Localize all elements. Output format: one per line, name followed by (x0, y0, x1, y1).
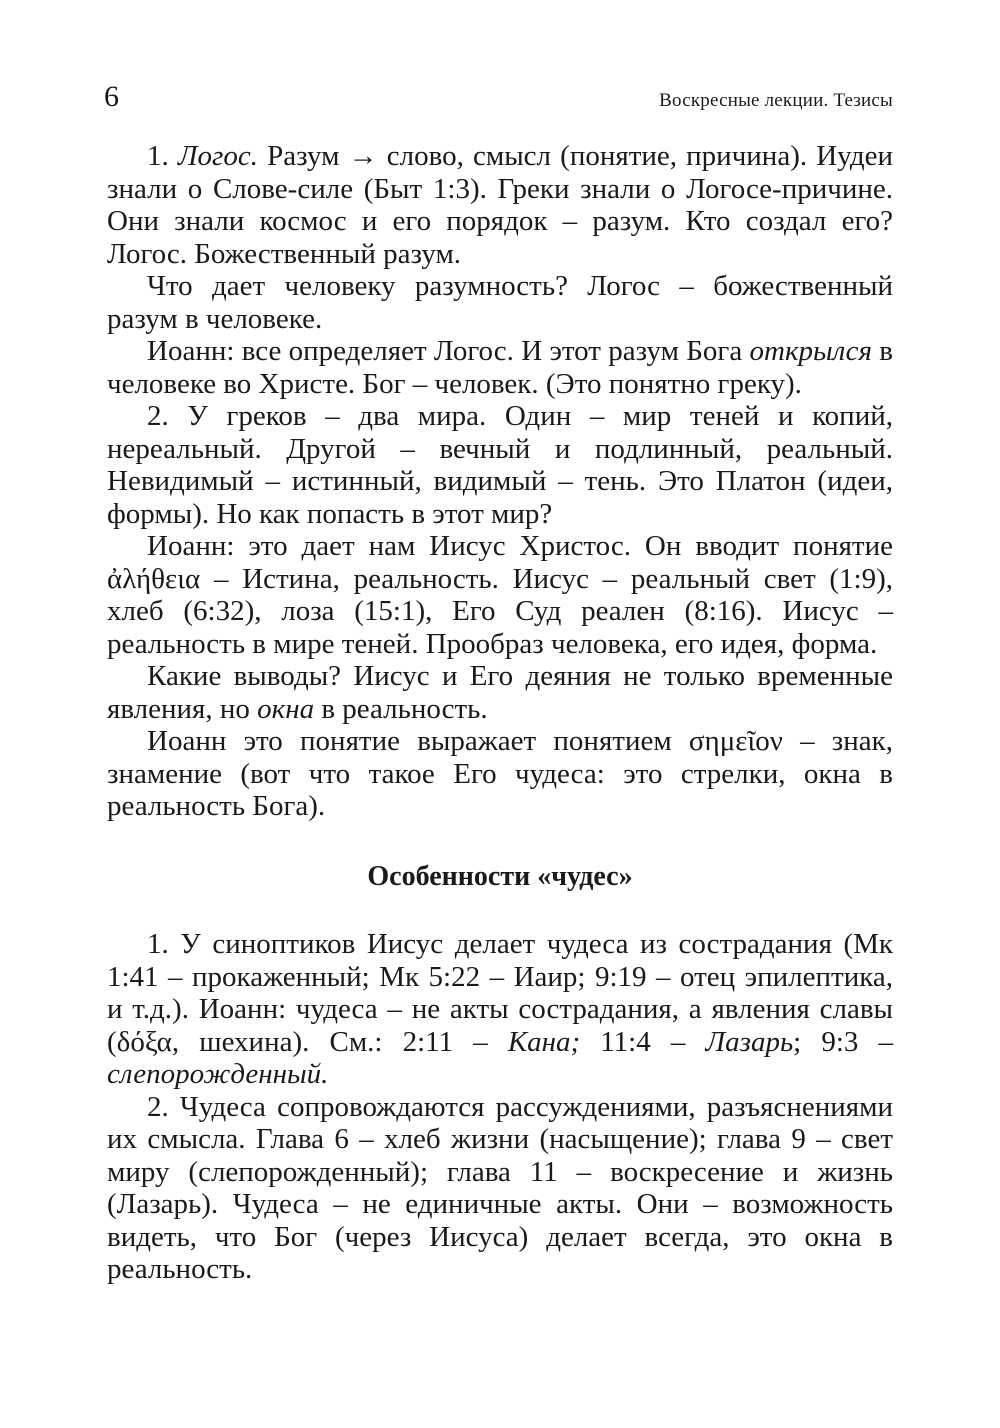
paragraph (107, 140, 893, 270)
italic-text: Логос. (177, 140, 258, 172)
italic-text: открылся (749, 335, 872, 367)
paragraph (107, 725, 893, 823)
italic-text: слепорожденный. (107, 1058, 329, 1090)
paragraph (107, 1091, 893, 1286)
text-run: Иоанн это понятие выражает понятием σημεῖον – знак, знамение (вот что такое Его чудеса: это стрелки, окна в реальность Бога). (107, 725, 893, 822)
paragraph (107, 660, 893, 725)
text-run: в реальность. (314, 692, 488, 725)
text-run: 2. У греков – два мира. Один – мир теней и копий, нереальный. Другой – вечный и подлинный, реальный. Невидимый – истинный, видимый – тень. Это Платон (идеи, формы). Но как попасть в этот мир? (107, 400, 893, 530)
section-heading: Особенности «чудес» (367, 860, 633, 892)
text-run: 1. У синоптиков Иисус делает чудеса из сострадания (Мк 1:41 – прокаженный; Мк 5:22 – Иаир; 9:19 – отец эпилептика, и т.д.). Иоанн: чудеса – не акты сострадания, а явления славы (δόξα, шехина). См.: 2:11 – (107, 928, 893, 1058)
section-one (107, 140, 893, 823)
running-title: Воскресные лекции. Тезисы (659, 90, 893, 111)
italic-text: окна (257, 692, 315, 725)
text-run: ; 9:3 – (793, 1025, 893, 1058)
text-run: 1. (147, 140, 178, 172)
text-run: Иоанн: все определяет Логос. И этот разум Бога (147, 335, 750, 367)
section-two (107, 928, 893, 1286)
text-run: 11:4 – (580, 1025, 706, 1058)
text-run: 2. Чудеса сопровождаются рассуждениями, разъяснениями их смысла. Глава 6 – хлеб жизни (насыщение); глава 9 – свет миру (слепорожденный); глава 11 – воскресение и жизнь (Лазарь). Чудеса – не единичные акты. Они – возможность видеть, что Бог (через Иисуса) делает всегда, это окна в реальность. (107, 1090, 893, 1285)
text-run: Что дает человеку разумность? Логос – божественный разум в человеке. (107, 270, 893, 335)
paragraph (107, 270, 893, 335)
italic-text: Кана; (507, 1025, 581, 1058)
text-run: Разум → слово, смысл (понятие, причина). Иудеи знали о Слове-силе (Быт 1:3). Греки знали о Логосе-причине. Они знали космос и его порядок – разум. Кто создал его? Логос. Божественный разум. (107, 140, 894, 270)
italic-text: Лазарь (705, 1025, 794, 1058)
page-header (104, 80, 893, 114)
paragraph (107, 530, 893, 660)
page-number: 6 (104, 80, 119, 113)
text-run: Какие выводы? Иисус и Его деяния не только временные явления, но (107, 660, 893, 725)
text-run: в человеке во Христе. Бог – человек. (Это понятно греку). (107, 335, 893, 400)
paragraph (107, 335, 893, 400)
paragraph (107, 928, 893, 1091)
paragraph (107, 400, 893, 530)
text-run: Иоанн: это дает нам Иисус Христос. Он вводит понятие ἀλήθεια – Истина, реальность. Иисус – реальный свет (1:9), хлеб (6:32), лоза (15:1), Его Суд реален (8:16). Иисус – реальность в мире теней. Прообраз человека, его идея, форма. (107, 530, 893, 660)
page-body (107, 140, 893, 1286)
